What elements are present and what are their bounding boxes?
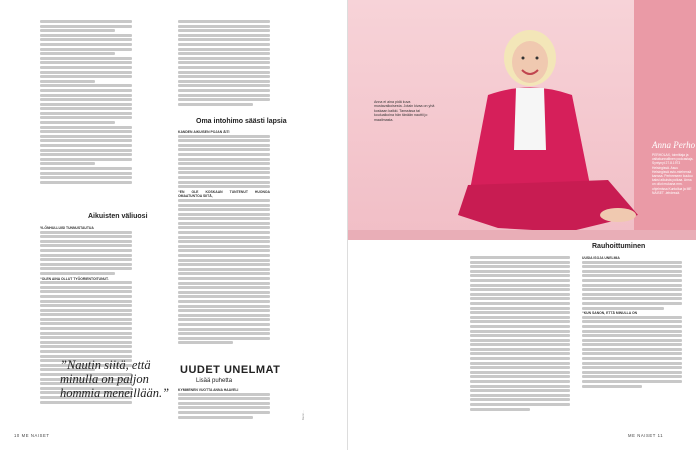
heading-uudet-unelmat: UUDET UNELMAT	[180, 364, 281, 376]
lead-olen-aina: “OLEN AINA OLLUT TYÖORIENTOITUNUT.	[40, 276, 109, 281]
left-column-2c	[178, 388, 270, 420]
heading-aikuisten: Aikuisten väliuosi	[88, 213, 148, 220]
photo-credit: Kuvat ...	[302, 410, 305, 420]
lead-kanden: KANDEN AIKUISEN POJAN ÄITI	[178, 130, 230, 134]
footer-left: 10 ME NAISET	[14, 433, 50, 438]
photo-caption: Anna ei aina pidä kuva mustavalkoisesta. Jotain kivaa on yhä koskaan kaikki. Tanssissa tai kouluaikoina hän tänään nauttii jo maailmasta.	[374, 100, 435, 122]
heading-oma-intohimo: Oma intohimo säästi lapsia	[196, 118, 287, 125]
footer-right: ME NAISET 11	[628, 433, 664, 438]
pull-quote: ”Nautin siitä, että minulla on paljon hommia meneillään.”	[60, 358, 170, 400]
lead-en-ole: “EN OLE KOSKAAN TUNTENUT HUONOA OMAATUNTOA SIITÄ,	[178, 189, 270, 199]
heading-rauhoittuminen: Rauhoittuminen	[592, 243, 646, 250]
right-column-1	[470, 256, 570, 412]
left-column-2b	[178, 130, 270, 346]
bio-name: Anna Perho	[652, 140, 696, 150]
right-column-2	[582, 256, 682, 389]
bio-text: PERHOLAX, toimittaja ja valtakunnallinen podcastaja. Syntynyt 27.8.1973 Helsingissä. Asuu Helsingissä avio-miehensä kanssa. Perheeseen kuuluu kaksi aikuista poikaa. Anna on ollut mukana mm. ohjelmissa Kuntoilua ja ME NAISET -lehdessä.	[652, 153, 694, 195]
lead-kymmenen: KYMMENEN VUOTTA ANNA HAAVELI	[178, 388, 239, 392]
left-column-1	[40, 20, 132, 185]
lead-ylonhullu: YLÖNHULLUISI TUNNUSTAUTUA	[40, 226, 94, 230]
lead-kun-sanon: “KUN SANON, ETTÄ MINULLA ON	[582, 311, 638, 316]
lead-uusia: UUSIA ISOJA UNELMIA	[582, 256, 620, 260]
left-column-2	[178, 20, 270, 107]
heading-lisaa-puhetta: Lisää puhetta	[196, 378, 233, 384]
